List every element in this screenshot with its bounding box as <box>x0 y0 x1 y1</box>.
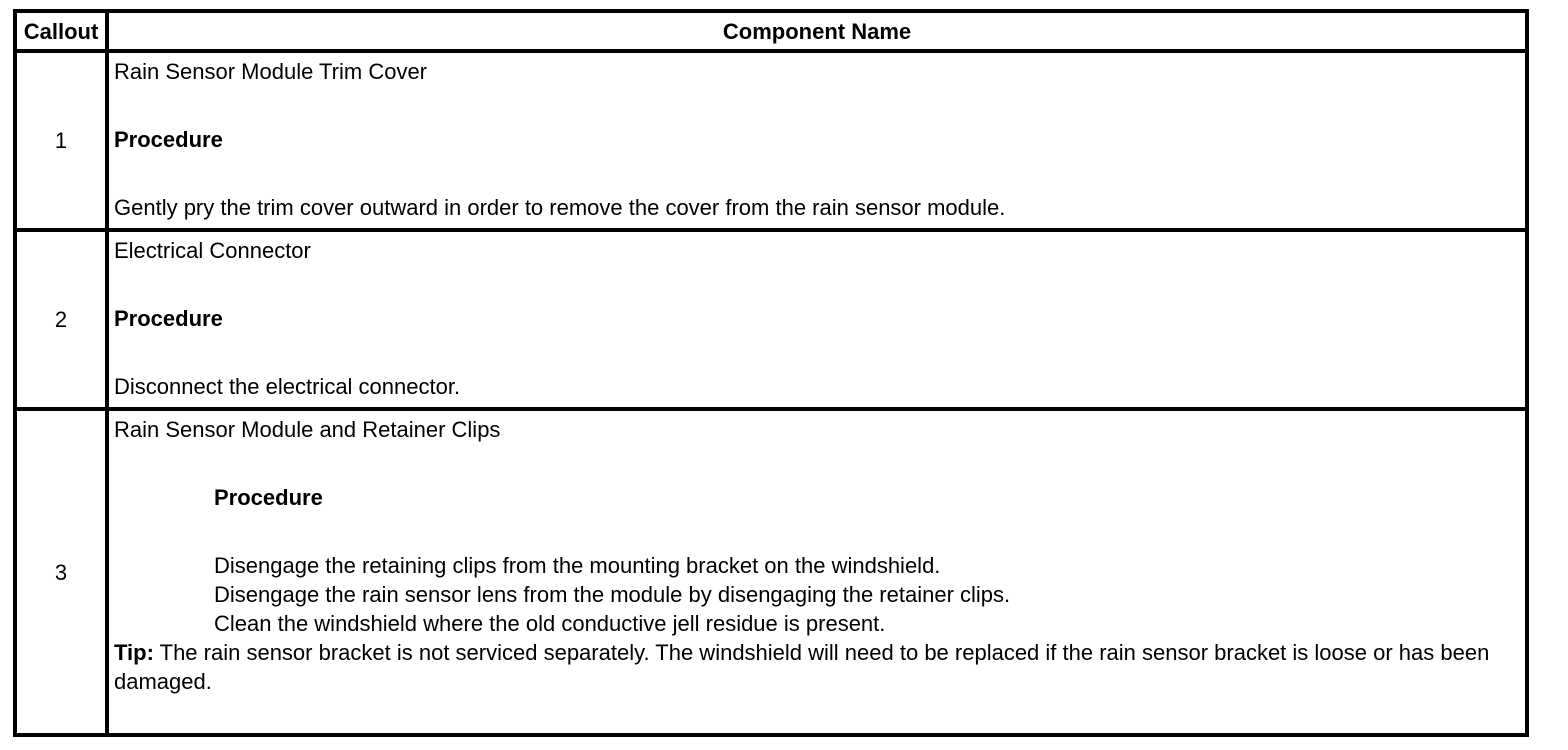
component-cell <box>107 51 1527 230</box>
table-row <box>15 230 1527 409</box>
callout-number: 3 <box>15 409 107 735</box>
tip-text: The rain sensor bracket is not serviced separately. The windshield will need to be replaced if the rain sensor bracket is loose or has been damaged. <box>114 640 1490 694</box>
procedure-step: Disengage the retaining clips from the mounting bracket on the windshield. <box>214 553 941 578</box>
procedure-step: Gently pry the trim cover outward in order to remove the cover from the rain sensor module. <box>114 195 1006 220</box>
callout-number: 2 <box>15 230 107 409</box>
table-row <box>15 51 1527 230</box>
table-row <box>15 409 1527 735</box>
procedure-label: Procedure <box>114 127 223 152</box>
procedure-label: Procedure <box>214 485 323 510</box>
tip-label: Tip: <box>114 640 154 665</box>
procedure-table <box>13 9 1529 737</box>
component-cell <box>107 409 1527 735</box>
procedure-step: Clean the windshield where the old conductive jell residue is present. <box>214 611 886 636</box>
tip-note <box>114 638 1519 696</box>
component-name: Rain Sensor Module and Retainer Clips <box>114 417 501 442</box>
procedure-label: Procedure <box>114 306 223 331</box>
header-callout: Callout <box>15 11 107 51</box>
component-name: Rain Sensor Module Trim Cover <box>114 59 428 84</box>
procedure-step: Disengage the rain sensor lens from the module by disengaging the retainer clips. <box>214 582 1011 607</box>
procedure-step: Disconnect the electrical connector. <box>114 374 461 399</box>
component-name: Electrical Connector <box>114 238 311 263</box>
table-header-row <box>15 11 1527 51</box>
header-component-name: Component Name <box>107 11 1527 51</box>
component-cell <box>107 230 1527 409</box>
callout-number: 1 <box>15 51 107 230</box>
